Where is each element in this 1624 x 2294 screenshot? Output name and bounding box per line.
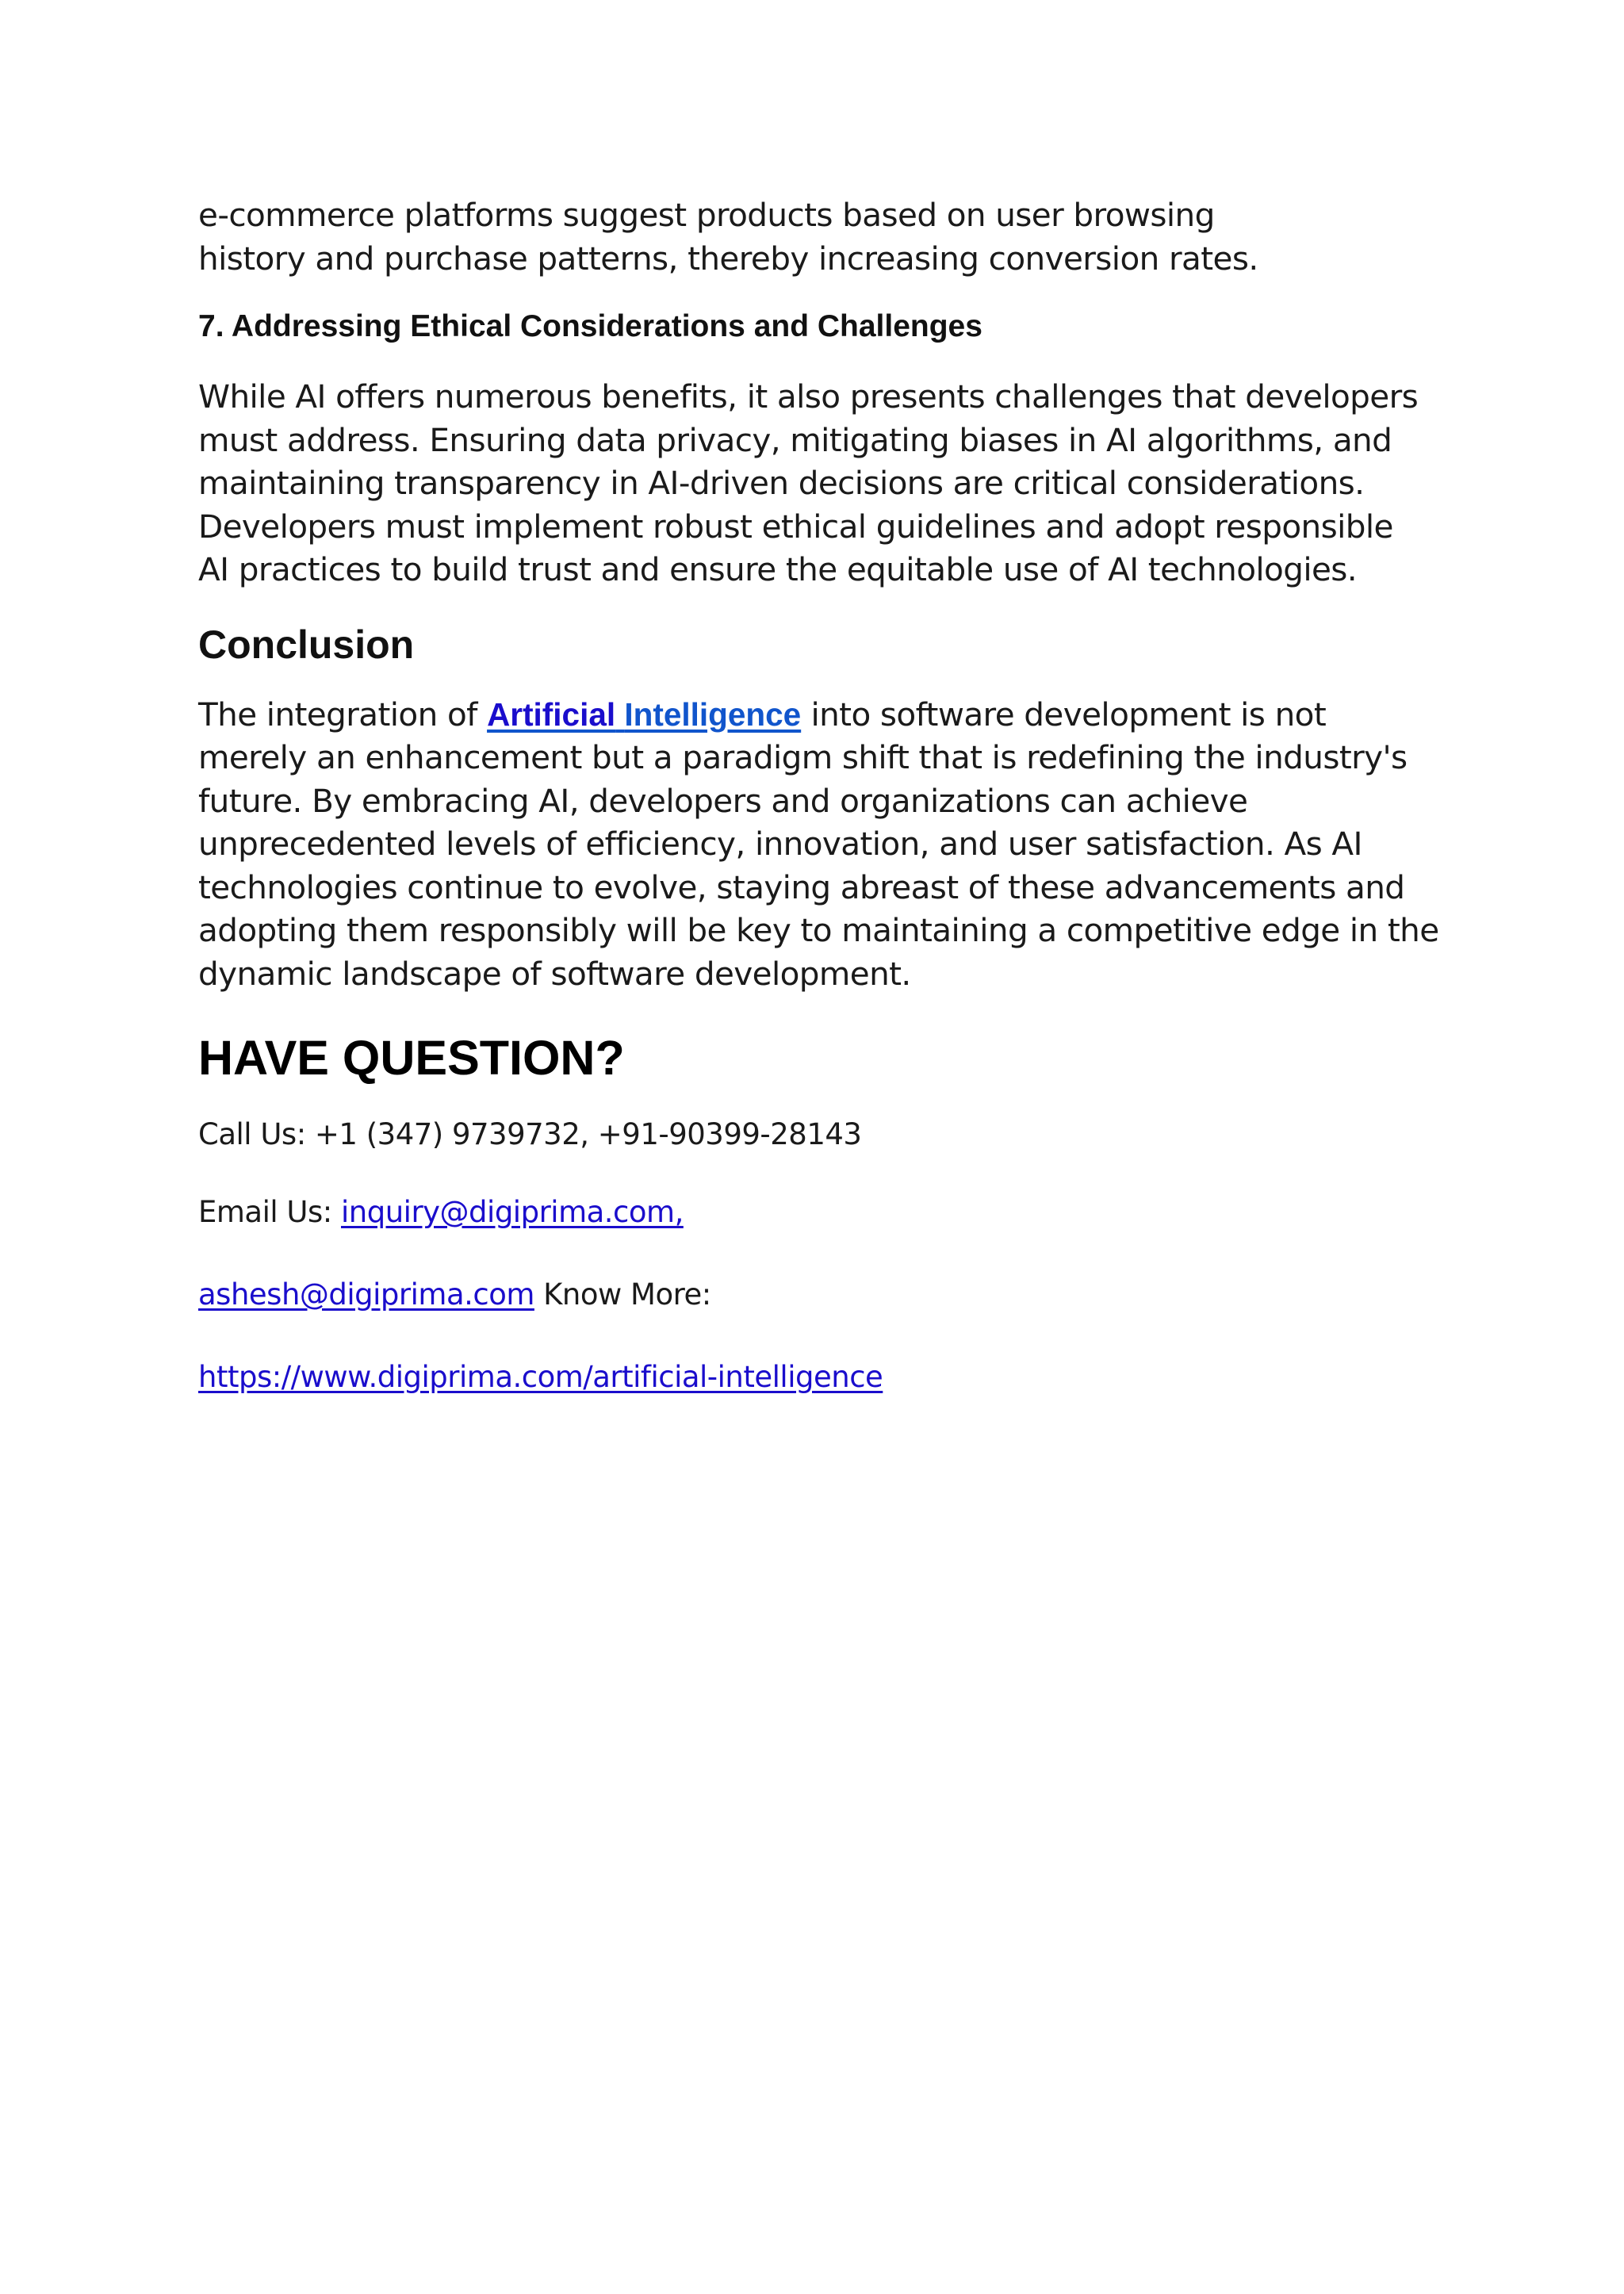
url-line: [198, 1358, 1435, 1396]
conclusion-prefix: The integration of: [198, 695, 488, 733]
section-7-line-2: must address. Ensuring data privacy, mitigating biases in AI algorithms, and: [198, 420, 1392, 459]
intro-line-2: history and purchase patterns, thereby increasing conversion rates.: [198, 239, 1258, 278]
ai-page-url-link[interactable]: https://www.digiprima.com/artificial-intelligence: [198, 1360, 883, 1394]
conclusion-line-5: technologies continue to evolve, staying abreast of these advancements and: [198, 867, 1405, 906]
document-page: [198, 193, 1439, 1396]
section-7-line-3: maintaining transparency in AI-driven decisions are critical considerations.: [198, 464, 1365, 502]
conclusion-heading: Conclusion: [198, 622, 415, 667]
conclusion-line-4: unprecedented levels of efficiency, innovation, and user satisfaction. As AI: [198, 825, 1362, 863]
conclusion-suffix: into software development is not: [801, 695, 1327, 733]
conclusion-line-7: dynamic landscape of software development.: [198, 954, 911, 993]
email-label: Email Us:: [198, 1195, 341, 1229]
section-7-heading: 7. Addressing Ethical Considerations and Challenges: [198, 309, 982, 343]
email-us-line: [198, 1193, 1435, 1231]
intro-line-1: e-commerce platforms suggest products based on user browsing: [198, 196, 1215, 234]
email-ashesh-link[interactable]: ashesh@digiprima.com: [198, 1277, 534, 1312]
intro-paragraph: [198, 193, 1435, 280]
conclusion-line-3: future. By embracing AI, developers and organizations can achieve: [198, 781, 1248, 820]
section-7-line-1: While AI offers numerous benefits, it also presents challenges that developers: [198, 377, 1419, 416]
section-7-line-5: AI practices to build trust and ensure the equitable use of AI technologies.: [198, 550, 1358, 588]
conclusion-line-6: adopting them responsibly will be key to maintaining a competitive edge in the: [198, 911, 1439, 949]
email-inquiry-link[interactable]: inquiry@digiprima.com,: [341, 1195, 684, 1229]
have-question-heading: HAVE QUESTION?: [198, 1031, 625, 1085]
link-word-intelligence: Intelligence: [624, 695, 802, 733]
artificial-intelligence-link[interactable]: [487, 696, 801, 733]
conclusion-paragraph: [198, 693, 1439, 996]
section-7-paragraph: [198, 375, 1435, 592]
section-7-line-4: Developers must implement robust ethical guidelines and adopt responsible: [198, 507, 1393, 546]
conclusion-line-1: [198, 693, 1435, 737]
conclusion-line-2: merely an enhancement but a paradigm shift that is redefining the industry's: [198, 738, 1408, 776]
call-us-line: Call Us: +1 (347) 9739732, +91-90399-28143: [198, 1117, 862, 1151]
email-second-line: [198, 1276, 1435, 1314]
know-more-label: Know More:: [534, 1277, 711, 1312]
link-word-artificial: Artificial: [487, 695, 616, 733]
